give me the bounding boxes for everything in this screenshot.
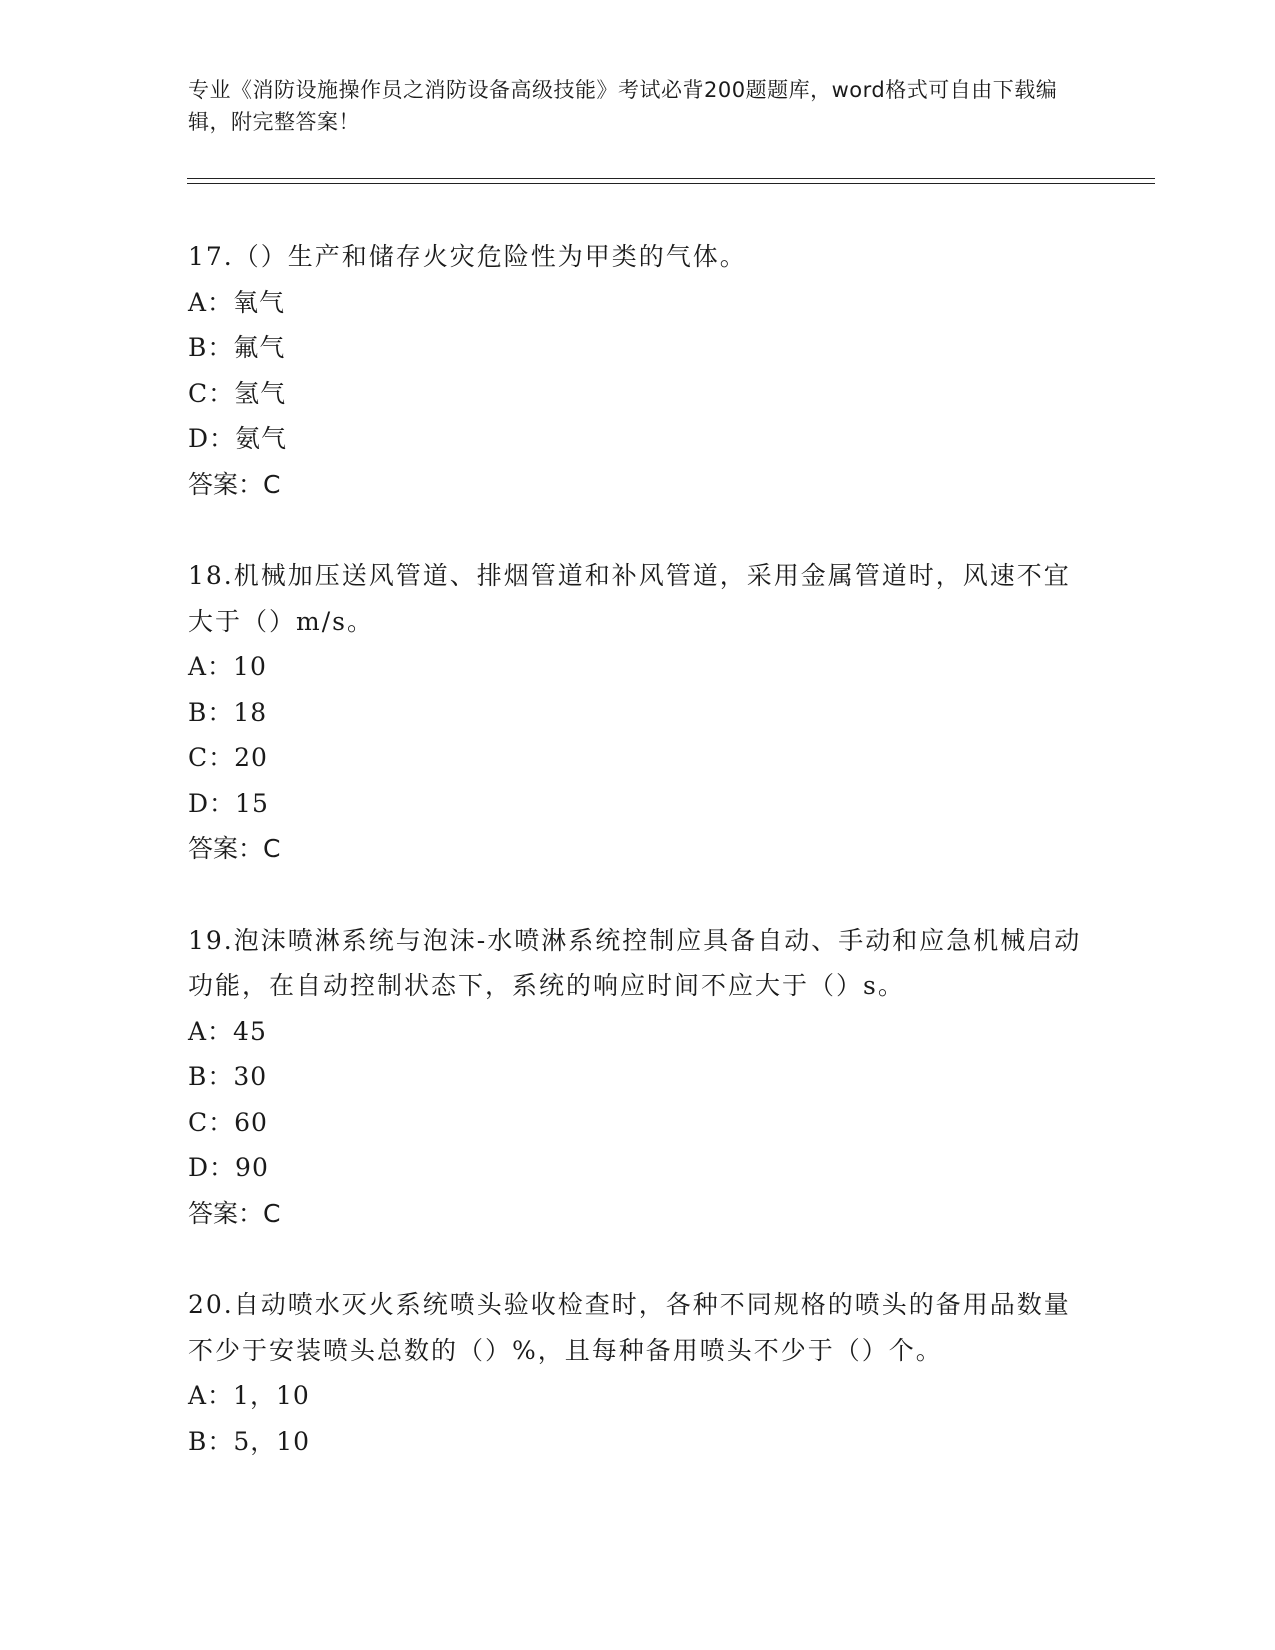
- question-stem: 20.自动喷水灭火系统喷头验收检查时，各种不同规格的喷头的备用品数量不少于安装喷头总数的（）%，且每种备用喷头不少于（）个。: [188, 1290, 1071, 1365]
- question-20: [188, 1282, 1088, 1464]
- question-list: [188, 234, 1088, 1510]
- option-a: A：氧气: [188, 287, 286, 317]
- option-d: D：氨气: [188, 424, 288, 453]
- option-b: B：30: [188, 1062, 268, 1091]
- question-18: [188, 553, 1088, 872]
- question-19: [188, 918, 1088, 1237]
- option-c: C：60: [188, 1107, 268, 1137]
- option-d: D：90: [188, 1153, 269, 1182]
- header-divider-top: [187, 178, 1155, 179]
- option-c: C：氢气: [188, 378, 287, 408]
- option-b: B：氟气: [188, 333, 286, 362]
- header-divider-bottom: [187, 183, 1155, 184]
- option-a: A：1，10: [188, 1381, 310, 1410]
- document-header: 专业《消防设施操作员之消防设备高级技能》考试必背200题题库，word格式可自由下载编辑，附完整答案！: [188, 78, 1058, 134]
- option-b: B：18: [188, 697, 268, 727]
- option-b: B：5，10: [188, 1426, 311, 1456]
- answer: 答案：C: [188, 834, 281, 863]
- answer: 答案：C: [188, 469, 281, 499]
- question-stem: 17.（）生产和储存火灾危险性为甲类的气体。: [188, 242, 747, 271]
- option-c: C：20: [188, 743, 268, 772]
- option-a: A：10: [188, 652, 267, 681]
- question-stem: 19.泡沫喷淋系统与泡沫-水喷淋系统控制应具备自动、手动和应急机械启动功能，在自动控制状态下，系统的响应时间不应大于（）s。: [188, 925, 1082, 1000]
- option-d: D：15: [188, 788, 269, 818]
- answer: 答案：C: [188, 1198, 281, 1228]
- question-stem: 18.机械加压送风管道、排烟管道和补风管道，采用金属管道时，风速不宜大于（）m/s。: [188, 561, 1071, 636]
- option-a: A：45: [188, 1016, 267, 1046]
- question-17: [188, 234, 1088, 507]
